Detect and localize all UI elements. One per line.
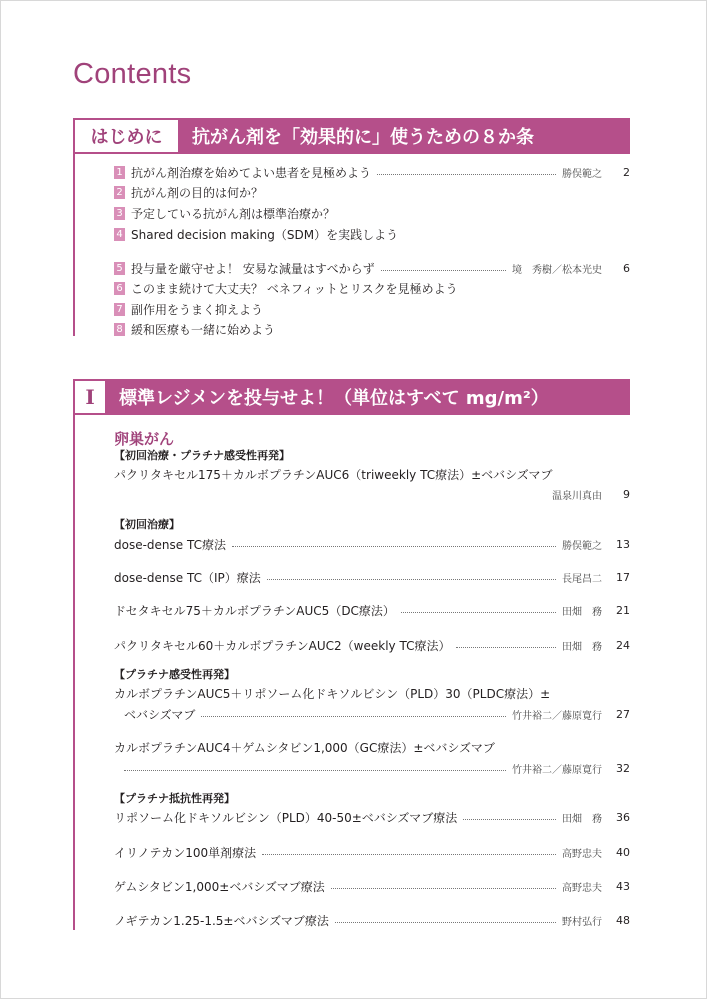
toc-entry-cont[interactable] <box>124 705 630 723</box>
intro-section-heading: 抗がん剤を「効果的に」使うための８か条 <box>192 127 534 148</box>
dot-leader <box>124 770 506 771</box>
toc-entry[interactable] <box>114 636 630 654</box>
item-number: 4 <box>114 228 125 241</box>
dot-leader <box>401 612 556 613</box>
item-title: 抗がん剤の目的は何か？ <box>131 185 264 200</box>
entry-page: 9 <box>623 487 630 501</box>
item-number: 7 <box>114 303 125 316</box>
item-author: 勝俣範之 <box>562 168 602 180</box>
toc-entry-title[interactable] <box>114 738 630 756</box>
item-title: このまま続けて大丈夫？ ベネフィットとリスクを見極めよう <box>131 281 458 296</box>
entry-author: 高野忠夫 <box>562 848 602 860</box>
dot-leader <box>232 546 556 547</box>
entry-author: 田畑 務 <box>562 606 602 618</box>
category-label: 【プラチナ感受性再発】 <box>114 668 235 681</box>
dot-leader <box>201 716 506 717</box>
item-number: 5 <box>114 262 125 275</box>
entry-page: 24 <box>616 638 630 652</box>
intro-item-1[interactable] <box>114 163 630 181</box>
entry-page: 13 <box>616 537 630 551</box>
intro-item-3[interactable] <box>114 204 630 222</box>
item-title: 緩和医療も一緒に始めよう <box>131 322 276 337</box>
section1-rule <box>73 415 75 930</box>
entry-author: 高野忠夫 <box>562 882 602 894</box>
dot-leader <box>377 174 556 175</box>
intro-item-7[interactable] <box>114 300 630 318</box>
entry-page: 43 <box>616 879 630 893</box>
item-page: 2 <box>623 165 630 179</box>
item-number: 6 <box>114 282 125 295</box>
category-label: 【初回治療】 <box>114 518 180 531</box>
item-title: 予定している抗がん剤は標準治療か？ <box>131 206 336 221</box>
intro-item-8[interactable] <box>114 320 630 338</box>
entry-text: イリノテカン100単剤療法 <box>114 845 257 860</box>
dot-leader <box>381 270 506 271</box>
section1-label: I <box>73 379 107 415</box>
item-title: Shared decision making（SDM）を実践しよう <box>131 227 399 242</box>
entry-text: カルボプラチンAUC4＋ゲムシタビン1,000（GC療法）±ベバシズマブ <box>114 740 495 755</box>
entry-text: ドセタキセル75＋カルボプラチンAUC5（DC療法） <box>114 603 395 618</box>
item-title: 副作用をうまく抑えよう <box>131 302 264 317</box>
cancer-heading: 卵巣がん <box>114 430 175 448</box>
entry-page: 21 <box>616 603 630 617</box>
toc-entry[interactable] <box>114 535 630 553</box>
entry-text: パクリタキセル60＋カルボプラチンAUC2（weekly TC療法） <box>114 638 451 653</box>
toc-entry[interactable] <box>114 877 630 895</box>
intro-item-4[interactable] <box>114 225 630 243</box>
intro-section-header <box>73 118 630 154</box>
item-title: 投与量を厳守せよ！ 安易な減量はすべからず <box>131 261 375 276</box>
intro-item-6[interactable] <box>114 279 630 297</box>
item-number: 8 <box>114 323 125 336</box>
entry-author: 田畑 務 <box>562 813 602 825</box>
toc-entry[interactable] <box>114 843 630 861</box>
item-page: 6 <box>623 261 630 275</box>
dot-leader <box>335 922 556 923</box>
toc-entry[interactable] <box>114 601 630 619</box>
item-number: 3 <box>114 207 125 220</box>
entry-text: リポソーム化ドキソルビシン（PLD）40-50±ベバシズマブ療法 <box>114 810 458 825</box>
toc-entry[interactable] <box>114 808 630 826</box>
entry-text: カルボプラチンAUC5＋リポソーム化ドキソルビシン（PLD）30（PLDC療法）± <box>114 686 551 701</box>
entry-author: 野村弘行 <box>562 916 602 928</box>
category-label: 【プラチナ抵抗性再発】 <box>114 792 235 805</box>
intro-section-rule <box>73 154 75 336</box>
section1-heading: 標準レジメンを投与せよ！（単位はすべて mg/m²） <box>119 388 549 409</box>
entry-page: 40 <box>616 845 630 859</box>
entry-author: 勝俣範之 <box>562 540 602 552</box>
entry-page: 27 <box>616 707 630 721</box>
entry-author: 温泉川真由 <box>552 490 602 502</box>
page-title: Contents <box>73 58 192 90</box>
item-number: 2 <box>114 186 125 199</box>
item-title: 抗がん剤治療を始めてよい患者を見極めよう <box>131 165 372 180</box>
entry-author: 田畑 務 <box>562 641 602 653</box>
dot-leader <box>331 888 556 889</box>
entry-page: 48 <box>616 913 630 927</box>
dot-leader <box>456 647 556 648</box>
item-author: 境 秀樹／松本光史 <box>512 264 602 276</box>
entry-page: 17 <box>616 570 630 584</box>
entry-page: 32 <box>616 761 630 775</box>
intro-item-5[interactable] <box>114 259 630 277</box>
entry-author: 長尾昌二 <box>562 573 602 585</box>
entry-text: パクリタキセル175＋カルボプラチンAUC6（triweekly TC療法）±ベバシズマブ <box>114 467 553 482</box>
dot-leader <box>463 819 556 820</box>
intro-item-2[interactable] <box>114 183 630 201</box>
entry-text: dose-dense TC療法 <box>114 537 226 552</box>
entry-text: ゲムシタビン1,000±ベバシズマブ療法 <box>114 879 325 894</box>
entry-text: ベバシズマブ <box>124 707 196 722</box>
category-label: 【初回治療・プラチナ感受性再発】 <box>114 449 290 462</box>
entry-text: dose-dense TC（IP）療法 <box>114 570 261 585</box>
toc-entry-title[interactable] <box>114 465 630 483</box>
section1-header <box>73 379 630 415</box>
dot-leader <box>267 579 556 580</box>
entry-text: ノギテカン1.25-1.5±ベバシズマブ療法 <box>114 913 329 928</box>
toc-entry-title[interactable] <box>114 684 630 702</box>
toc-entry[interactable] <box>114 911 630 929</box>
intro-section-label: はじめに <box>73 118 180 154</box>
entry-page: 36 <box>616 810 630 824</box>
entry-author: 竹井裕二／藤原寛行 <box>512 710 602 722</box>
dot-leader <box>262 854 556 855</box>
toc-entry[interactable] <box>114 568 630 586</box>
toc-entry-meta <box>114 485 630 503</box>
item-number: 1 <box>114 166 125 179</box>
toc-entry-cont[interactable] <box>124 759 630 777</box>
entry-author: 竹井裕二／藤原寛行 <box>512 764 602 776</box>
